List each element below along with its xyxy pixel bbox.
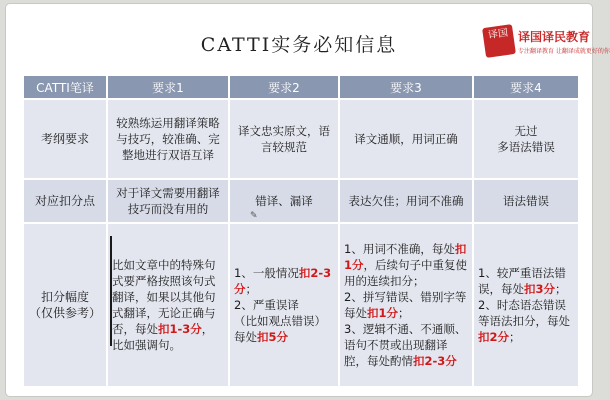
range-req3-l1-points: 扣1分 bbox=[344, 242, 467, 272]
logo-tagline: 专注翻译教育 让翻译成就更好的你 bbox=[518, 48, 610, 55]
cell-range-req2: 1、一般情况扣2-3分； 2、严重误译 （比如观点错误）每处扣5分 bbox=[229, 223, 339, 387]
range-req3-l2: 2、拼写错误、错别字等每处 bbox=[344, 290, 467, 320]
range-req2-l1: 1、一般情况 bbox=[234, 266, 299, 280]
slide bbox=[6, 4, 610, 396]
pen-cursor-icon: ✎ bbox=[250, 211, 258, 221]
cell-range-req1 bbox=[107, 223, 229, 387]
cell-exam-req2: 译文忠实原文，语言较规范 bbox=[229, 99, 339, 179]
range-req1-tail: ，比如强调句。 bbox=[112, 322, 214, 352]
range-req1-text: 比如文章中的特殊句式要严格按照该句式翻译，如果以其他句式翻译，无论正确与否，每处 bbox=[112, 258, 216, 336]
header-req4: 要求4 bbox=[473, 75, 579, 99]
table-row-exam bbox=[23, 99, 579, 179]
range-req1-points: 扣1-3分 bbox=[158, 322, 202, 336]
cell-deduct-req4: 语法错误 bbox=[473, 179, 579, 223]
cell-exam-req1: 较熟练运用翻译策略与技巧，较准确、完整地进行双语互译 bbox=[107, 99, 229, 179]
table-row-range bbox=[23, 223, 579, 387]
annotation-mark bbox=[110, 236, 112, 346]
slide-title: CATTI实务必知信息 bbox=[200, 34, 398, 56]
header-req2: 要求2 bbox=[229, 75, 339, 99]
logo-brand-name: 译国译民教育 bbox=[518, 30, 591, 44]
cell-deduct-req3: 表达欠佳；用词不准确 bbox=[339, 179, 473, 223]
cell-deduct-req1: 对于译文需要用翻译技巧而没有用的 bbox=[107, 179, 229, 223]
range-req2-l3: （比如观点错误）每处 bbox=[234, 314, 326, 344]
cell-exam-req3: 译文通顺，用词正确 bbox=[339, 99, 473, 179]
range-req2-l3-points: 扣5分 bbox=[257, 330, 289, 344]
range-req3-l1-tail: ，后续句子中重复使用的连续扣分； bbox=[344, 258, 468, 288]
header-req3: 要求3 bbox=[339, 75, 473, 99]
range-req3-l2-points: 扣1分 bbox=[367, 306, 399, 320]
range-req4-l1-points: 扣3分 bbox=[524, 282, 556, 296]
range-req4-l2-points: 扣2分 bbox=[478, 330, 510, 344]
cell-range-req4 bbox=[473, 223, 579, 387]
range-req3-l3: 3、逻辑不通、不通顺、语句不贯或出现翻译腔，每处酌情 bbox=[344, 322, 467, 368]
brand-logo bbox=[484, 26, 610, 64]
range-req2-l1-points: 扣2-3分 bbox=[234, 266, 332, 296]
header-req1: 要求1 bbox=[107, 75, 229, 99]
table-row-deduct bbox=[23, 179, 579, 223]
table-header-row bbox=[23, 75, 579, 99]
row-label-range: 扣分幅度 （仅供参考） bbox=[23, 223, 107, 387]
header-catti: CATTI笔译 bbox=[23, 75, 107, 99]
range-req3-l3-points: 扣2-3分 bbox=[413, 354, 457, 368]
range-req2-l2: 2、严重误译 bbox=[234, 298, 299, 312]
range-req4-l2-end: ； bbox=[509, 330, 521, 344]
requirements-table bbox=[22, 74, 580, 388]
range-req4-l1-end: ； bbox=[555, 282, 567, 296]
cell-exam-req4: 无过 多语法错误 bbox=[473, 99, 579, 179]
cell-range-req3: 1、用词不准确，每处扣1分，后续句子中重复使用的连续扣分； 2、拼写错误、错别字等每处扣1分； 3、逻辑不通、不通顺、语句不贯或出现翻译腔，每处酌情扣2-3分 bbox=[339, 223, 473, 387]
row-label-deduct: 对应扣分点 bbox=[23, 179, 107, 223]
cell-deduct-req2: 错译、漏译 bbox=[229, 179, 339, 223]
logo-seal-icon: 译国 bbox=[482, 24, 516, 58]
row-label-exam: 考纲要求 bbox=[23, 99, 107, 179]
range-req3-l1: 1、用词不准确，每处 bbox=[344, 242, 455, 256]
range-req4-l2: 2、时态语态错误等语法扣分，每处 bbox=[478, 298, 570, 328]
range-req4-l1: 1、较严重语法错误，每处 bbox=[478, 266, 566, 296]
